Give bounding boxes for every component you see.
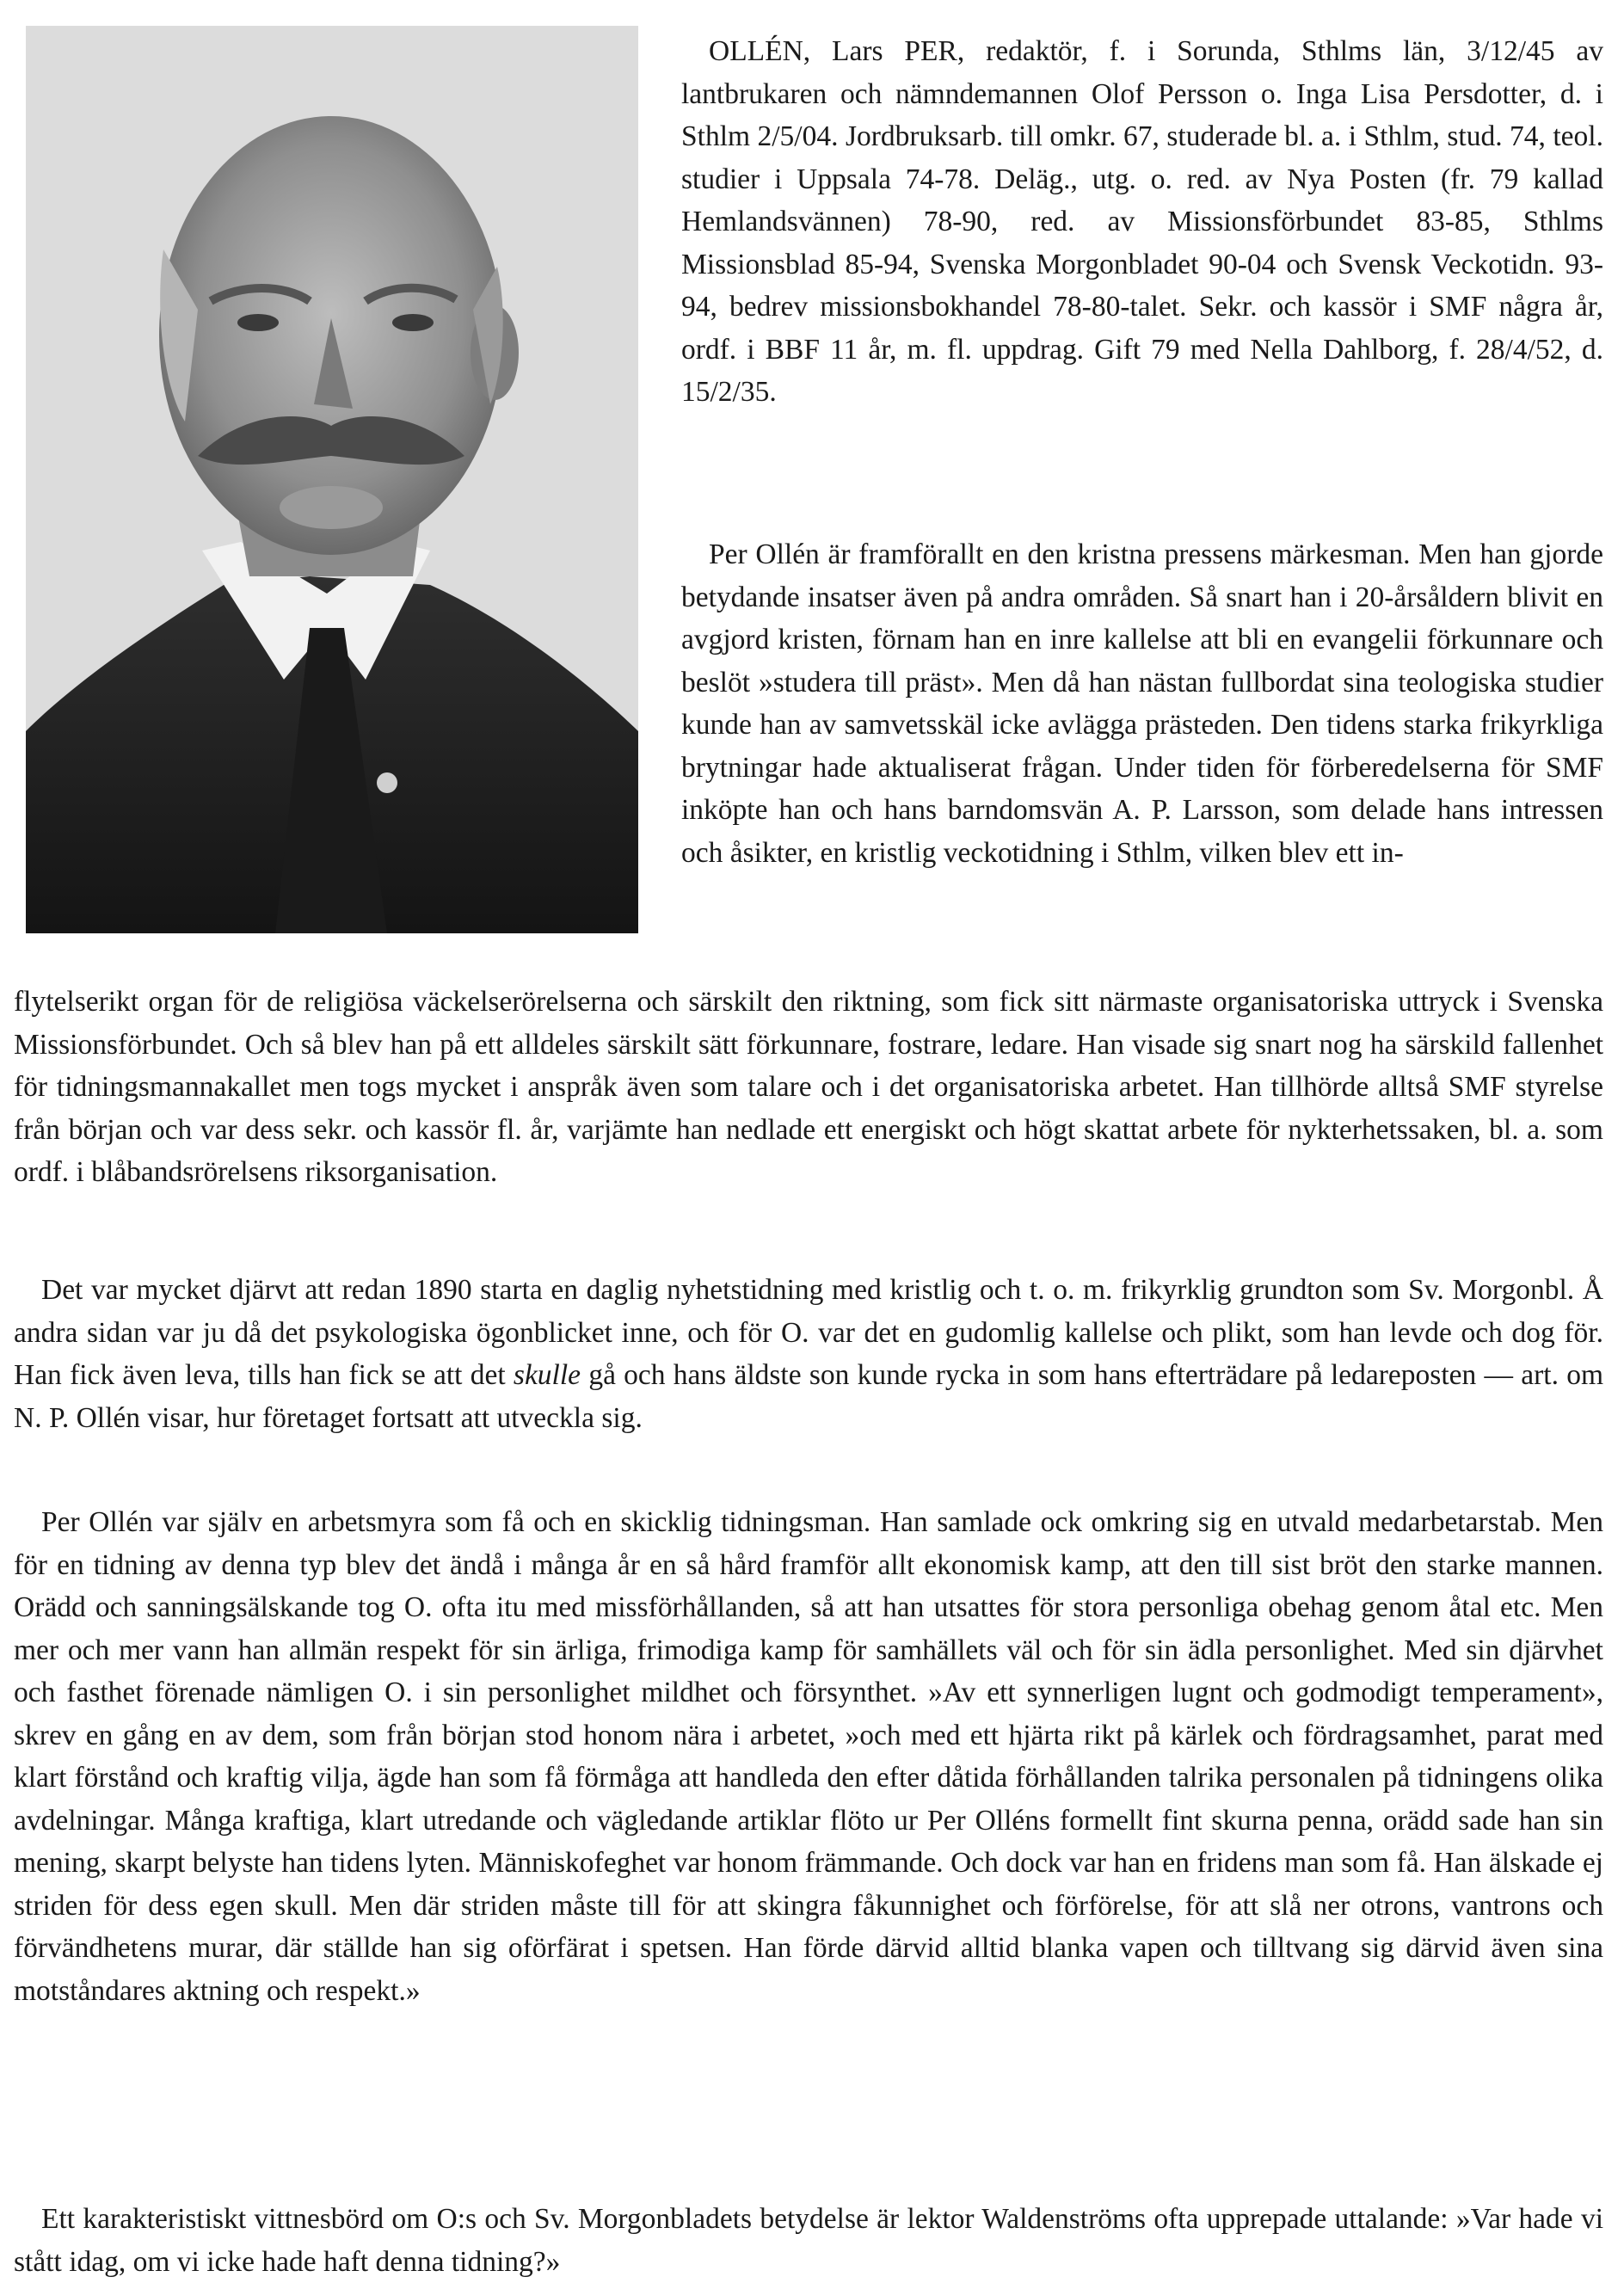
paragraph-2-italic: skulle (513, 1359, 581, 1391)
paragraph-2 (14, 1269, 1603, 1439)
paragraph-4-text: Ett karakteristiskt vittnesbörd om O:s och Sv. Morgonbladets betydelse är lektor Waldenströms ofta upprepade uttalande: »Var hade vi stått idag, om vi icke hade haft denna tidning?» (14, 2203, 1603, 2278)
paragraph-2-before: Det var mycket djärvt att redan 1890 starta en daglig nyhetstidning med kristlig och t. o. m. frikyrklig grundton som Sv. Morgonbl. Å andra sidan var ju då det psykologiska ögonblicket inne, och för O. var det en gudomlig kallelse och plikt, som han levde och dog för. Han fick även leva, tills han fick se att det (14, 1274, 1603, 1391)
bio-header-text: OLLÉN, Lars PER, redaktör, f. i Sorunda, Sthlms län, 3/12/45 av lantbrukaren och nämndemannen Olof Persson o. Inga Lisa Persdotter, d. i Sthlm 2/5/04. Jordbruksarb. till omkr. 67, studerade bl. a. i Sthlm, stud. 74, teol. studier i Uppsala 74-78. Deläg., utg. o. red. av Nya Posten (fr. 79 kallad Hemlandsvännen) 78-90, red. av Missionsförbundet 83-85, Sthlms Missionsblad 85-94, Svenska Morgonbladet 90-04 och Svensk Veckotidn. 93-94, bedrev missionsbokhandel 78-80-talet. Sekr. och kassör i SMF några år, ordf. i BBF 11 år, m. fl. uppdrag. Gift 79 med Nella Dahlborg, f. 28/4/52, d. 15/2/35. (681, 35, 1603, 408)
paragraph-2-text (14, 1269, 1603, 1439)
paragraph-3 (14, 1501, 1603, 2012)
paragraph-1-full (14, 981, 1603, 1194)
paragraph-4 (14, 2198, 1603, 2283)
portrait-photo (26, 26, 638, 933)
paragraph-3-text: Per Ollén var själv en arbetsmyra som få och en skicklig tidningsman. Han samlade ock omkring sig en utvald medarbetarstab. Men för en tidning av denna typ blev det ändå i många år en så hård framför allt ekonomisk kamp, att den till sist bröt den starke mannen. Orädd och sanningsälskande tog O. ofta itu med missförhållanden, så att han utsattes för stora personliga obehag genom åtal etc. Men mer och mer vann han allmän respekt för sin ärliga, frimodiga kamp för samhällets väl och för sin ädla personlighet. Med sin djärvhet och fasthet förenade nämligen O. i sin personlighet mildhet och försynthet. »Av ett synnerligen lugnt och godmodigt temperament», skrev en gång en av dem, som från början stod honom nära i arbetet, »och med ett hjärta rikt på kärlek och fördragsamhet, parat med klart förstånd och kraftig vilja, ägde han som få förmåga att handleda den efter dåtida förhållanden talrika personalen på tidningens olika avdelningar. Många kraftiga, klart utredande och vägledande artiklar flöto ur Per Olléns formellt fint skurna penna, orädd sade han sin mening, skarpt belyste han tidens lyten. Människofeghet var honom främmande. Och dock var han en fridens man som få. Han älskade ej striden för dess egen skull. Men där striden måste till för att skingra fåkunnighet och förförelse, för att slå ner otrons, vantrons och förvändhetens murar, där ställde han sig oförfärat i spetsen. Han förde därvid alltid blanka vapen och tilltvang sig därvid även sina motståndares aktning och respekt.» (14, 1506, 1603, 2007)
paragraph-1-side-text: Per Ollén är framförallt en den kristna pressens märkesman. Men han gjorde betydande insatser även på andra områden. Så snart han i 20-årsåldern blivit en avgjord kristen, förnam han en inre kallelse att bli en evangelii förkunnare och beslöt »studera till präst». Men då han nästan fullbordat sina teologiska studier kunde han av samvetsskäl icke avlägga prästeden. Den tidens starka frikyrkliga brytningar hade aktualiserat frågan. Under tiden för förberedelserna för SMF inköpte han och hans barndomsvän A. P. Larsson, som delade hans intressen och åsikter, en kristlig veckotidning i Sthlm, vilken blev ett in- (681, 538, 1603, 869)
bio-header (681, 30, 1603, 414)
paragraph-2-after: gå och hans äldste son kunde rycka in som hans efterträdare på ledareposten — art. om N. P. Ollén visar, hur företaget fortsatt att utveckla sig. (14, 1359, 1604, 1434)
paragraph-1-side (681, 533, 1603, 874)
portrait-photograph-icon (26, 26, 638, 933)
paragraph-1-full-text: flytelserikt organ för de religiösa väckelserörelserna och särskilt den riktning, som fick sitt närmaste organisatoriska uttryck i Svenska Missionsförbundet. Och så blev han på ett alldeles särskilt sätt förkunnare, fostrare, ledare. Han visade sig snart nog ha särskild fallenhet för tidningsmannakallet men togs mycket i anspråk även som talare och i det organisatoriska arbetet. Han tillhörde alltså SMF styrelse från början och var dess sekr. och kassör fl. år, varjämte han nedlade ett energiskt och högt skattat arbete för nykterhetssaken, bl. a. som ordf. i blåbandsrörelsens riksorganisation. (14, 986, 1603, 1188)
